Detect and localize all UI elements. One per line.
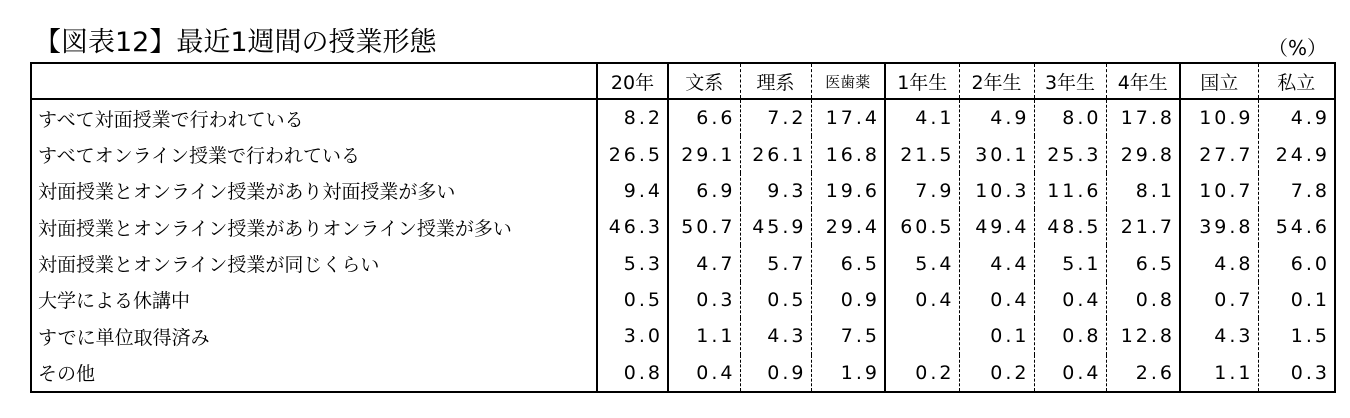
value-cell: 21.7 (1106, 209, 1180, 245)
value-cell: 0.9 (740, 355, 811, 392)
value-cell: 26.5 (597, 136, 668, 172)
value-cell: 0.1 (959, 318, 1034, 354)
value-cell: 0.1 (1290, 288, 1330, 311)
value-cell: 5.3 (597, 245, 668, 281)
value-cell: 21.5 (885, 136, 959, 172)
value-cell: 7.9 (885, 173, 959, 209)
value-cell: 4.1 (885, 99, 959, 136)
value-cell: 19.6 (811, 173, 885, 209)
column-header: 文系 (668, 63, 740, 99)
value-cell: 49.4 (959, 209, 1034, 245)
value-cell: 0.5 (597, 282, 668, 318)
value-cell: 5.4 (885, 245, 959, 281)
value-cell: 46.3 (597, 209, 668, 245)
value-cell: 4.9 (959, 99, 1034, 136)
value-cell: 29.8 (1106, 136, 1180, 172)
value-cell: 3.0 (597, 318, 668, 354)
value-cell: 0.4 (668, 355, 740, 392)
value-cell: 50.7 (668, 209, 740, 245)
row-label: その他 (31, 355, 597, 392)
column-header: 4年生 (1106, 63, 1180, 99)
value-cell: 0.8 (597, 355, 668, 392)
value-cell (885, 318, 959, 354)
header-row (31, 63, 1335, 99)
value-cell: 54.6 (1275, 216, 1330, 239)
table-row (31, 282, 1335, 318)
value-cell: 0.8 (1106, 282, 1180, 318)
value-cell: 48.5 (1034, 209, 1106, 245)
value-cell: 17.8 (1106, 99, 1180, 136)
value-cell: 4.3 (1180, 318, 1258, 354)
value-cell: 7.8 (1290, 179, 1330, 202)
table-row (31, 355, 1335, 392)
table-row (31, 136, 1335, 172)
value-cell: 25.3 (1034, 136, 1106, 172)
table-row (31, 173, 1335, 209)
value-cell: 7.5 (811, 318, 885, 354)
value-cell: 29.1 (668, 136, 740, 172)
row-label: すべて対面授業で行われている (31, 99, 597, 136)
value-cell: 6.0 (1290, 252, 1330, 275)
row-label: 対面授業とオンライン授業があり対面授業が多い (31, 173, 597, 209)
value-cell: 27.7 (1180, 136, 1258, 172)
value-cell: 0.9 (811, 282, 885, 318)
value-cell: 45.9 (740, 209, 811, 245)
value-cell: 24.9 (1275, 143, 1330, 166)
value-cell: 5.7 (740, 245, 811, 281)
value-cell: 4.7 (668, 245, 740, 281)
value-cell: 0.7 (1180, 282, 1258, 318)
survey-table (30, 62, 1336, 393)
column-header: 2年生 (959, 63, 1034, 99)
table-row (31, 99, 1335, 136)
row-label: 大学による休講中 (31, 282, 597, 318)
column-header: 1年生 (885, 63, 959, 99)
value-cell: 2.6 (1106, 355, 1180, 392)
value-cell: 9.4 (597, 173, 668, 209)
value-cell: 0.3 (1290, 361, 1330, 384)
value-cell: 29.4 (811, 209, 885, 245)
row-label: すでに単位取得済み (31, 318, 597, 354)
value-cell: 6.5 (811, 245, 885, 281)
value-cell: 0.3 (668, 282, 740, 318)
value-cell: 10.9 (1180, 99, 1258, 136)
column-header: 3年生 (1034, 63, 1106, 99)
value-cell: 4.3 (740, 318, 811, 354)
value-cell: 6.9 (668, 173, 740, 209)
value-cell: 0.2 (959, 355, 1034, 392)
column-header: 理系 (740, 63, 811, 99)
value-cell: 0.5 (740, 282, 811, 318)
value-cell: 8.1 (1106, 173, 1180, 209)
value-cell: 17.4 (811, 99, 885, 136)
value-cell: 5.1 (1034, 245, 1106, 281)
value-cell: 7.2 (740, 99, 811, 136)
value-cell: 0.8 (1034, 318, 1106, 354)
value-cell: 60.5 (885, 209, 959, 245)
value-cell: 39.8 (1180, 209, 1258, 245)
value-cell: 12.8 (1106, 318, 1180, 354)
value-cell: 9.3 (740, 173, 811, 209)
row-label: 対面授業とオンライン授業が同じくらい (31, 245, 597, 281)
column-header: 国立 (1180, 63, 1258, 99)
value-cell: 1.9 (811, 355, 885, 392)
unit-label: （%） (1268, 36, 1328, 60)
table-title: 【図表12】最近1週間の授業形態 (34, 27, 437, 58)
column-header: 20年 (597, 63, 668, 99)
value-cell: 10.3 (959, 173, 1034, 209)
value-cell: 0.2 (885, 355, 959, 392)
row-label: 対面授業とオンライン授業がありオンライン授業が多い (31, 209, 597, 245)
value-cell: 1.5 (1290, 325, 1330, 348)
value-cell: 4.8 (1180, 245, 1258, 281)
value-cell: 1.1 (668, 318, 740, 354)
value-cell: 26.1 (740, 136, 811, 172)
table-row (31, 209, 1335, 245)
value-cell: 30.1 (959, 136, 1034, 172)
value-cell: 6.6 (668, 99, 740, 136)
value-cell: 4.9 (1290, 107, 1330, 130)
value-cell: 0.4 (885, 282, 959, 318)
value-cell: 0.4 (959, 282, 1034, 318)
value-cell: 4.4 (959, 245, 1034, 281)
value-cell: 11.6 (1034, 173, 1106, 209)
value-cell: 1.1 (1180, 355, 1258, 392)
value-cell: 0.4 (1034, 282, 1106, 318)
row-label: すべてオンライン授業で行われている (31, 136, 597, 172)
table-row (31, 318, 1335, 354)
column-header: 医歯薬 (811, 63, 885, 99)
value-cell: 16.8 (811, 136, 885, 172)
column-header: 私立 (1258, 63, 1335, 99)
value-cell: 8.0 (1034, 99, 1106, 136)
value-cell: 8.2 (597, 99, 668, 136)
header-blank-cell (31, 63, 597, 99)
value-cell: 6.5 (1106, 245, 1180, 281)
value-cell: 10.7 (1180, 173, 1258, 209)
value-cell: 0.4 (1034, 355, 1106, 392)
table-row (31, 245, 1335, 281)
